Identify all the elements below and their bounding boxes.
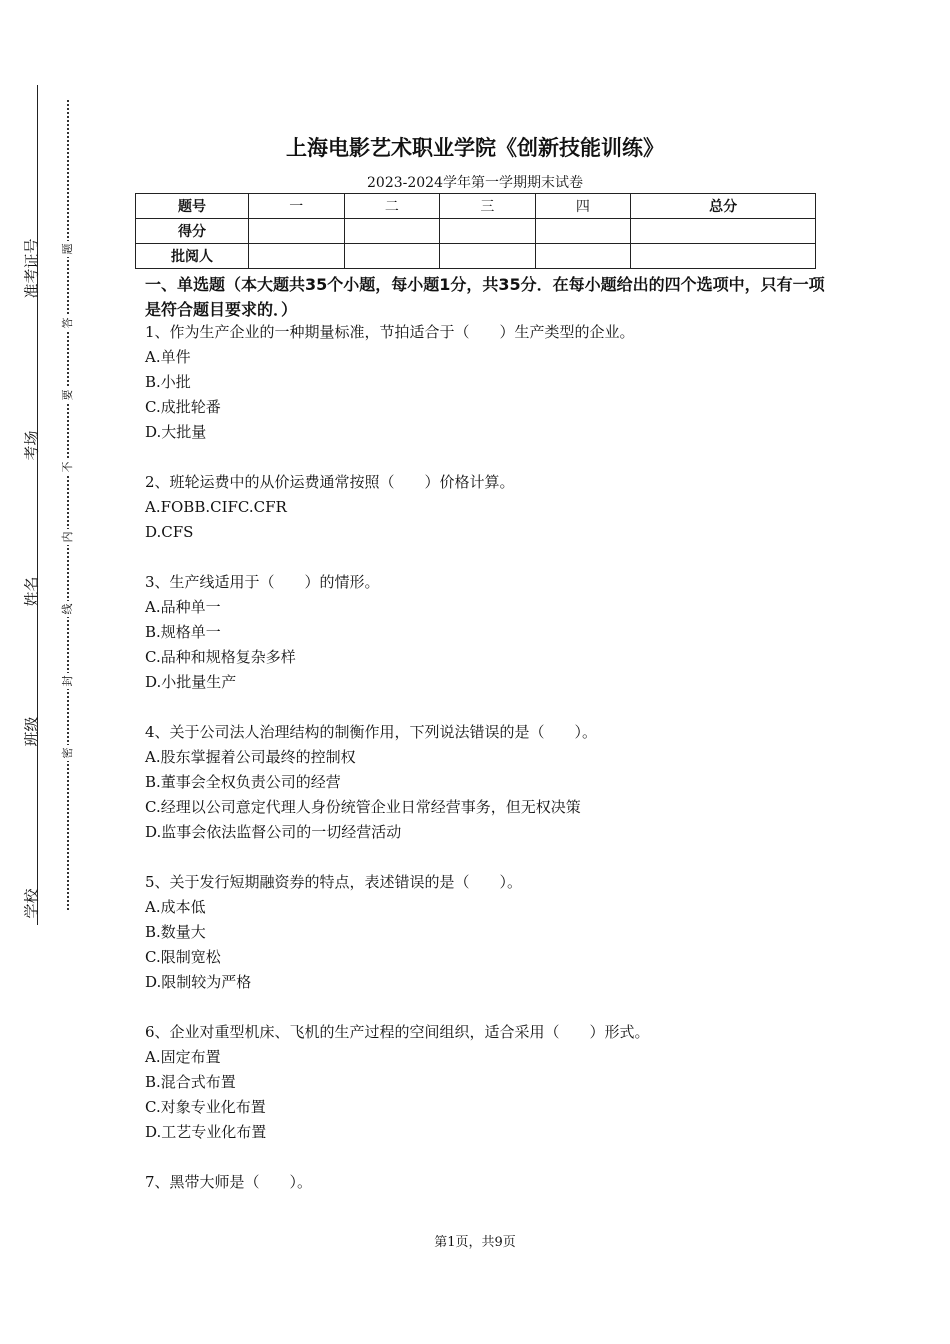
option: D.限制较为严格 <box>145 973 252 991</box>
question <box>145 470 845 570</box>
option: B.小批 <box>145 373 191 391</box>
question <box>145 870 845 1020</box>
option: A.固定布置 <box>145 1048 221 1066</box>
question <box>145 570 845 720</box>
reviewer-cell <box>440 244 536 269</box>
question-stem: 1、作为生产企业的一种期量标准，节拍适合于（ ）生产类型的企业。 <box>145 323 635 341</box>
reviewer-cell <box>344 244 440 269</box>
question-stem: 4、关于公司法人治理结构的制衡作用，下列说法错误的是（ ）。 <box>145 723 598 741</box>
table-row <box>136 244 816 269</box>
table-cell: 总分 <box>631 194 816 219</box>
reviewer-cell <box>631 244 816 269</box>
option: D.大批量 <box>145 423 207 441</box>
table-cell: 得分 <box>136 219 249 244</box>
table-cell: 一 <box>249 194 345 219</box>
table-cell: 四 <box>535 194 631 219</box>
option: A.股东掌握着公司最终的控制权 <box>145 748 356 766</box>
name-label: 姓名 <box>22 576 41 607</box>
score-input-cell <box>535 219 631 244</box>
seal-char: 不 <box>61 459 75 475</box>
score-table <box>135 193 816 269</box>
seal-char: 封 <box>61 673 75 689</box>
option: C.对象专业化布置 <box>145 1098 266 1116</box>
option: D.监事会依法监督公司的一切经营活动 <box>145 823 402 841</box>
seal-char: 答 <box>61 315 75 331</box>
seal-char: 题 <box>61 241 75 257</box>
option: B.规格单一 <box>145 623 221 641</box>
table-cell: 批阅人 <box>136 244 249 269</box>
page-title: 上海电影艺术职业学院《创新技能训练》 <box>286 136 664 160</box>
section-heading: 一、单选题（本大题共35个小题，每小题1分，共35分．在每小题给出的四个选项中，只有一项是符合题目要求的．） <box>145 275 825 319</box>
option: C.品种和规格复杂多样 <box>145 648 296 666</box>
school-label: 学校 <box>22 888 41 919</box>
table-cell: 三 <box>440 194 536 219</box>
page-subtitle: 2023-2024学年第一学期期末试卷 <box>367 175 583 191</box>
score-input-cell <box>440 219 536 244</box>
table-row <box>136 194 816 219</box>
class-label: 班级 <box>22 716 41 747</box>
option: B.董事会全权负责公司的经营 <box>145 773 341 791</box>
question-stem: 2、班轮运费中的从价运费通常按照（ ）价格计算。 <box>145 473 515 491</box>
page-number: 第1页，共9页 <box>434 1235 516 1250</box>
exam-room-label: 考场 <box>22 430 41 461</box>
score-input-cell <box>631 219 816 244</box>
binding-line <box>37 85 38 925</box>
seal-char: 线 <box>61 601 75 617</box>
option: A.FOBB.CIFC.CFR <box>145 498 287 516</box>
question-stem: 6、企业对重型机床、飞机的生产过程的空间组织，适合采用（ ）形式。 <box>145 1023 650 1041</box>
table-cell: 二 <box>344 194 440 219</box>
option: D.工艺专业化布置 <box>145 1123 267 1141</box>
reviewer-cell <box>535 244 631 269</box>
question-stem: 7、黑带大师是（ ）。 <box>145 1173 313 1191</box>
question-stem: 5、关于发行短期融资券的特点，表述错误的是（ ）。 <box>145 873 523 891</box>
option: B.混合式布置 <box>145 1073 236 1091</box>
question <box>145 320 845 470</box>
option: D.小批量生产 <box>145 673 237 691</box>
score-input-cell <box>249 219 345 244</box>
question-stem: 3、生产线适用于（ ）的情形。 <box>145 573 380 591</box>
question <box>145 720 845 870</box>
exam-id-label: 准考证号 <box>22 238 41 299</box>
seal-dotted-line <box>67 100 69 910</box>
option: C.成批轮番 <box>145 398 221 416</box>
seal-char: 密 <box>61 745 75 761</box>
question <box>145 1020 845 1170</box>
table-row <box>136 219 816 244</box>
table-cell: 题号 <box>136 194 249 219</box>
option: B.数量大 <box>145 923 206 941</box>
seal-char: 要 <box>61 387 75 403</box>
option: A.品种单一 <box>145 598 221 616</box>
question <box>145 1170 845 1195</box>
score-input-cell <box>344 219 440 244</box>
option: A.单件 <box>145 348 191 366</box>
question-list <box>145 320 845 1195</box>
option: A.成本低 <box>145 898 206 916</box>
option: D.CFS <box>145 523 194 541</box>
reviewer-cell <box>249 244 345 269</box>
option: C.限制宽松 <box>145 948 221 966</box>
seal-char: 内 <box>61 529 75 545</box>
option: C.经理以公司意定代理人身份统管企业日常经营事务，但无权决策 <box>145 798 581 816</box>
